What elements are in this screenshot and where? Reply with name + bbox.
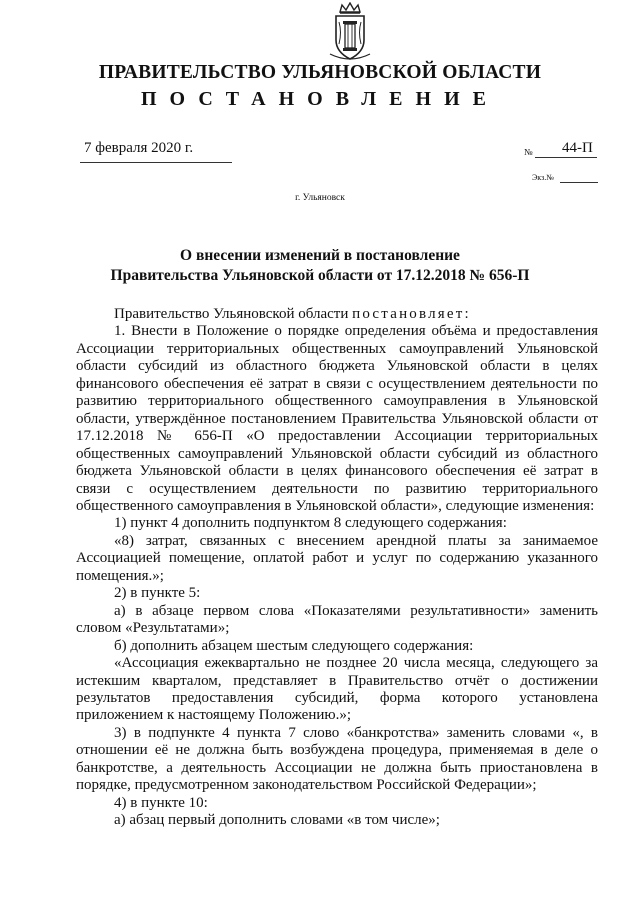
document-number: 44-П xyxy=(562,140,593,156)
body-paragraph: «Ассоциация ежеквартально не позднее 20 числа месяца, следующего за истекшим кварталом, представляет в Правительство отчёт о достижении результатов предоставления субсидий, форма которого установлена приложением к настоящему Положению.»; xyxy=(76,655,598,724)
body-paragraph: 1. Внести в Положение о порядке определения объёма и предоставления Ассоциации территориальных общественных самоуправлений Ульяновской области субсидий из областного бюджета Ульяновской области в целях финансового обеспечения её затрат в связи с осуществлением деятельности по развитию территориального общественного самоуправления в Ульяновской области, утверждённое постановлением Правительства Ульяновской области от 17.12.2018 № 656-П «О предоставлении Ассоциации территориальных общественных самоуправлений Ульяновской области субсидий из областного бюджета Ульяновской области в целях финансового обеспечения её затрат в связи с осуществлением деятельности по развитию территориального общественного самоуправления в Ульяновской области», следующие изменения: xyxy=(76,323,598,514)
number-underline xyxy=(535,157,597,158)
document-body xyxy=(76,306,598,830)
document-subject xyxy=(100,246,540,286)
subject-line-1: О внесении изменений в постановление xyxy=(180,247,460,264)
number-label: № xyxy=(524,147,533,157)
intro-paragraph xyxy=(76,306,598,323)
government-title: ПРАВИТЕЛЬСТВО УЛЬЯНОВСКОЙ ОБЛАСТИ xyxy=(98,62,542,83)
date-underline xyxy=(80,162,232,163)
subject-line-2: Правительства Ульяновской области от 17.12.2018 № 656-П xyxy=(110,267,530,284)
copy-number-label: Экз.№ xyxy=(532,173,554,182)
copy-number-underline xyxy=(560,182,598,183)
body-paragraph: 2) в пункте 5: xyxy=(114,585,201,602)
document-date: 7 февраля 2020 г. xyxy=(84,140,194,156)
intro-text: Правительство Ульяновской области xyxy=(114,306,349,322)
body-paragraph: а) абзац первый дополнить словами «в том числе»; xyxy=(114,812,440,829)
body-paragraph: 3) в подпункте 4 пункта 7 слово «банкротства» заменить словами «, в отношении её не должна быть возбуждена процедура, применяемая в деле о банкротстве, а деятельность Ассоциации не должна быть приостановлена в порядке, предусмотренном законодательством Российской Федерации»; xyxy=(76,724,598,794)
city: г. Ульяновск xyxy=(295,193,345,203)
document-kind: ПОСТАНОВЛЕНИЕ xyxy=(141,88,499,110)
coat-of-arms-icon xyxy=(324,2,376,64)
intro-action: постановляет: xyxy=(352,306,471,322)
body-paragraph: 1) пункт 4 дополнить подпунктом 8 следующего содержания: xyxy=(114,515,507,532)
body-paragraph: а) в абзаце первом слова «Показателями результативности» заменить словом «Результатами»; xyxy=(76,602,598,637)
body-paragraph: б) дополнить абзацем шестым следующего содержания: xyxy=(114,637,474,654)
body-paragraph: 4) в пункте 10: xyxy=(114,794,208,811)
body-paragraph: «8) затрат, связанных с внесением арендной платы за занимаемое Ассоциацией помещение, оплатой работ и услуг по содержанию указанного помещения.»; xyxy=(76,532,598,584)
